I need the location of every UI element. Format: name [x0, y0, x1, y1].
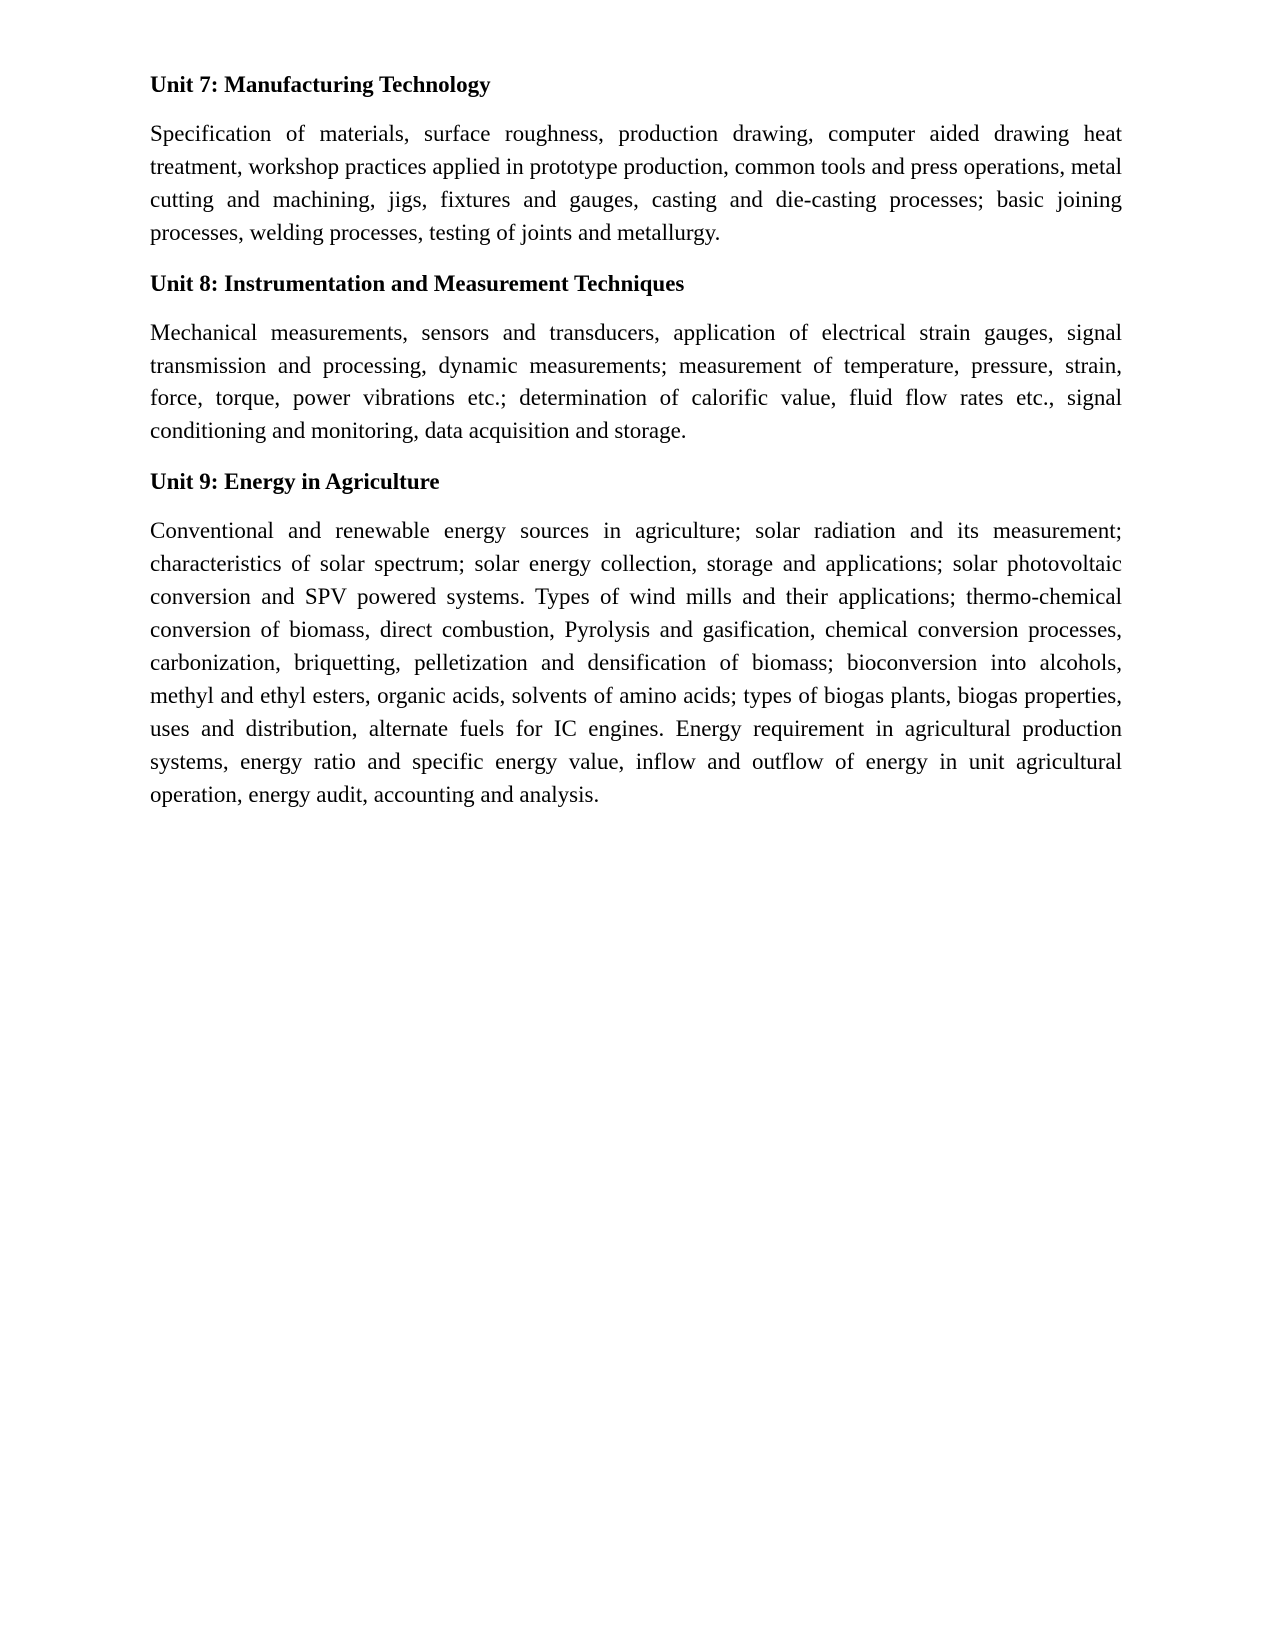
unit-8-body: Mechanical measurements, sensors and transducers, application of electrical strain gauges, signal transmission and processing, dynamic measurements; measurement of temperature, pressure, strain, force, torque, power vibrations etc.; determination of calorific value, fluid flow rates etc., signal conditioning and monitoring, data acquisition and storage.: [150, 319, 1122, 444]
unit-9-body: Conventional and renewable energy sources in agriculture; solar radiation and its measurement; characteristics of solar spectrum; solar energy collection, storage and applications; solar photovoltaic conversion and SPV powered systems. Types of wind mills and their applications; thermo-chemical conversion of biomass, direct combustion, Pyrolysis and gasification, chemical conversion processes, carbonization, briquetting, pelletization and densification of biomass; bioconversion into alcohols, methyl and ethyl esters, organic acids, solvents of amino acids; types of biogas plants, biogas properties, uses and distribution, alternate fuels for IC engines. Energy requirement in agricultural production systems, energy ratio and specific energy value, inflow and outflow of energy in unit agricultural operation, energy audit, accounting and analysis.: [150, 518, 1122, 807]
unit-9-section: [150, 465, 1122, 811]
document-page: [150, 68, 1122, 828]
unit-8-heading: Unit 8: Instrumentation and Measurement Techniques: [150, 270, 685, 296]
unit-8-section: [150, 267, 1122, 449]
unit-7-heading: Unit 7: Manufacturing Technology: [150, 72, 491, 97]
unit-7-section: [150, 68, 1122, 250]
unit-7-body: Specification of materials, surface roughness, production drawing, computer aided drawing heat treatment, workshop practices applied in prototype production, common tools and press operations, metal cutting and machining, jigs, fixtures and gauges, casting and die-casting processes; basic joining processes, welding processes, testing of joints and metallurgy.: [150, 121, 1122, 245]
unit-9-heading: Unit 9: Energy in Agriculture: [150, 469, 440, 495]
